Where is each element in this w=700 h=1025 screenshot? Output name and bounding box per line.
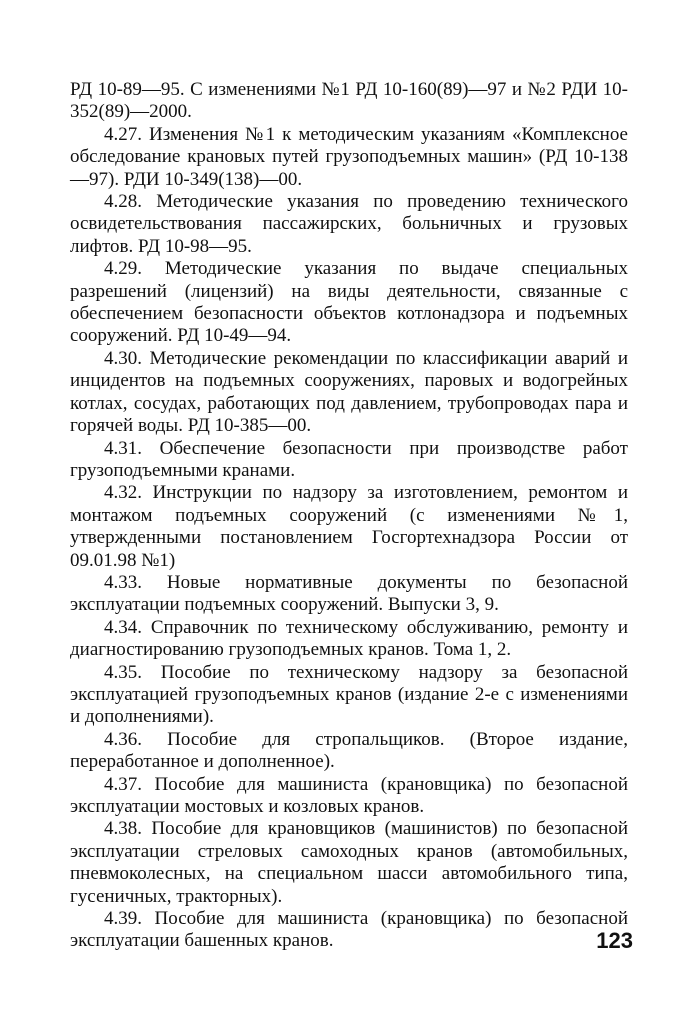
- document-body: [70, 79, 628, 953]
- paragraph-4-31: 4.31. Обеспечение безопасности при производстве работ грузоподъемными кранами.: [70, 437, 628, 481]
- paragraph-4-39: 4.39. Пособие для машиниста (крановщика) по безопасной эксплуатации башенных кранов.: [70, 908, 628, 952]
- paragraph-4-27: 4.27. Изменения №1 к методическим указаниям «Комплексное обследование крановых путей грузоподъемных машин» (РД 10-138—97). РДИ 10-349(138)—00.: [70, 123, 628, 190]
- paragraph-4-38: 4.38. Пособие для крановщиков (машинистов) по безопасной эксплуатации стреловых самоходных кранов (автомобильных, пневмоколесных, на специальном шасси автомобильного типа, гусеничных, тракторных).: [70, 818, 628, 907]
- paragraph-4-35: 4.35. Пособие по техническому надзору за безопасной эксплуатацией грузоподъемных кранов (издание 2-е с изменениями и дополнениями).: [70, 661, 628, 728]
- paragraph-4-36: 4.36. Пособие для стропальщиков. (Второе издание, переработанное и дополненное).: [70, 728, 628, 773]
- page-number: 123: [596, 928, 633, 953]
- paragraph-4-29: 4.29. Методические указания по выдаче специальных разрешений (лицензий) на виды деятельности, связанные с обеспечением безопасности объектов котлонадзора и подъемных сооружений. РД 10-49—94.: [70, 258, 628, 347]
- paragraph-4-37: 4.37. Пособие для машиниста (крановщика) по безопасной эксплуатации мостовых и козловых кранов.: [70, 773, 628, 817]
- paragraph-4-33: 4.33. Новые нормативные документы по безопасной эксплуатации подъемных сооружений. Выпуски 3, 9.: [70, 571, 628, 616]
- paragraph-4-32: 4.32. Инструкции по надзору за изготовлением, ремонтом и монтажом подъемных сооружений (с изменениями №1, утвержденными постановлением Госгортехнадзора России от 09.01.98 №1): [70, 482, 628, 571]
- paragraph-4-28: 4.28. Методические указания по проведению технического освидетельствования пассажирских, больничных и грузовых лифтов. РД 10-98—95.: [70, 191, 628, 257]
- paragraph-continuation: РД 10-89—95. С изменениями №1 РД 10-160(89)—97 и №2 РДИ 10-352(89)—2000.: [70, 79, 628, 123]
- paragraph-4-30: 4.30. Методические рекомендации по классификации аварий и инцидентов на подъемных сооружениях, паровых и водогрейных котлах, сосудах, работающих под давлением, трубопроводах пара и горячей воды. РД 10-385—00.: [70, 347, 628, 437]
- paragraph-4-34: 4.34. Справочник по техническому обслуживанию, ремонту и диагностированию грузоподъемных кранов. Тома 1, 2.: [70, 616, 628, 661]
